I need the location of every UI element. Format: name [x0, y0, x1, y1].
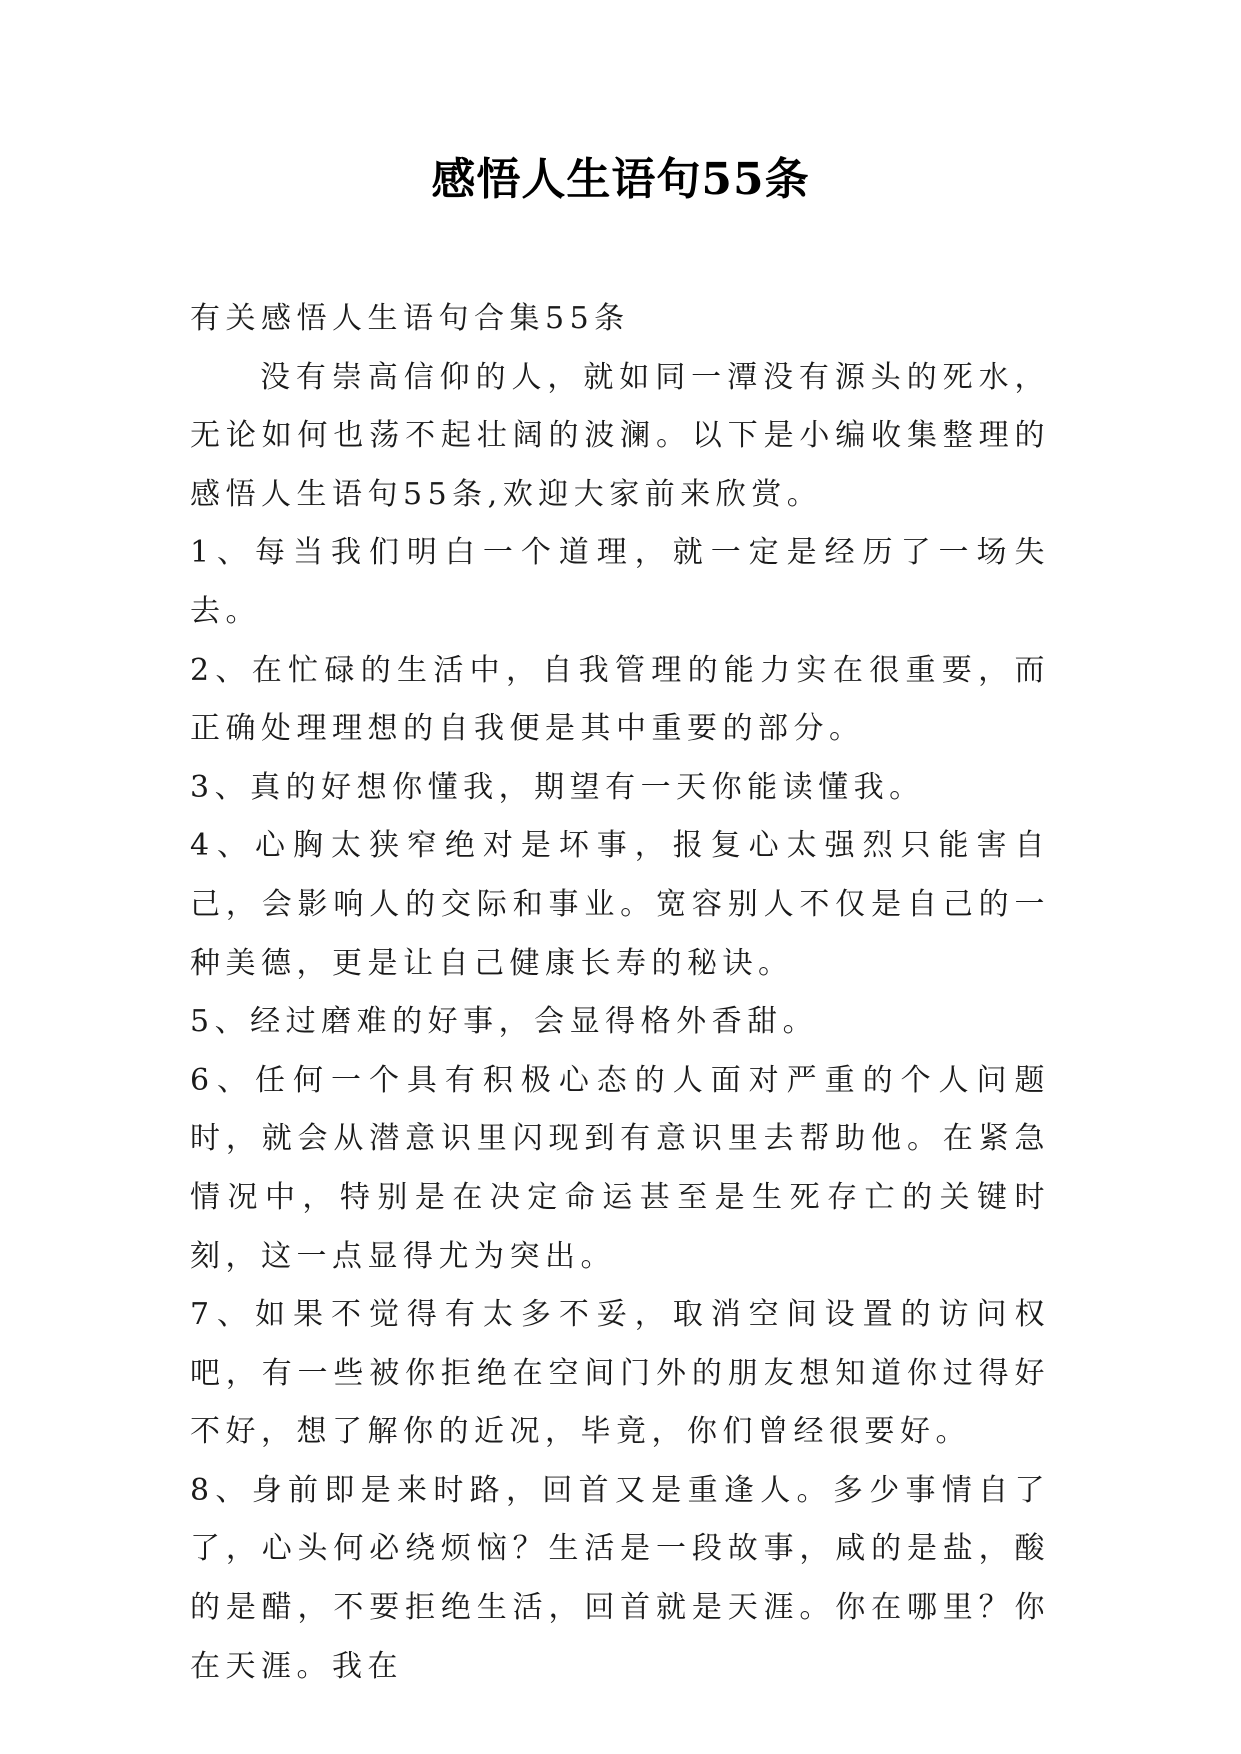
- document-title: 感悟人生语句55条: [431, 154, 810, 205]
- list-item-5: 5、经过磨难的好事，会显得格外香甜。: [190, 1004, 819, 1040]
- document-body: [190, 290, 1050, 1696]
- list-item-2: 2、在忙碌的生活中，自我管理的能力实在很重要，而正确处理理想的自我便是其中重要的部分。: [190, 652, 1050, 747]
- list-item-4: 4、心胸太狭窄绝对是坏事，报复心太强烈只能害自己，会影响人的交际和事业。宽容别人不仅是自己的一种美德，更是让自己健康长寿的秘诀。: [190, 828, 1050, 981]
- list-item-8: 8、身前即是来时路，回首又是重逢人。多少事情自了了，心头何必绕烦恼？生活是一段故事，咸的是盐，酸的是醋，不要拒绝生活，回首就是天涯。你在哪里？你在天涯。我在: [190, 1472, 1050, 1684]
- list-item-1: 1、每当我们明白一个道理，就一定是经历了一场失去。: [190, 535, 1050, 629]
- list-item-7: 7、如果不觉得有太多不妥，取消空间设置的访问权吧，有一些被你拒绝在空间门外的朋友想知道你过得好不好，想了解你的近况，毕竟，你们曾经很要好。: [190, 1297, 1050, 1450]
- list-item-6: 6、任何一个具有积极心态的人面对严重的个人问题时，就会从潜意识里闪现到有意识里去帮助他。在紧急情况中，特别是在决定命运甚至是生死存亡的关键时刻，这一点显得尤为突出。: [190, 1062, 1050, 1274]
- intro-paragraph: 没有崇高信仰的人，就如同一潭没有源头的死水，无论如何也荡不起壮阔的波澜。以下是小编收集整理的感悟人生语句55条,欢迎大家前来欣赏。: [190, 359, 1050, 512]
- document-subtitle: 有关感悟人生语句合集55条: [190, 301, 630, 336]
- list-item-3: 3、真的好想你懂我，期望有一天你能读懂我。: [190, 769, 925, 805]
